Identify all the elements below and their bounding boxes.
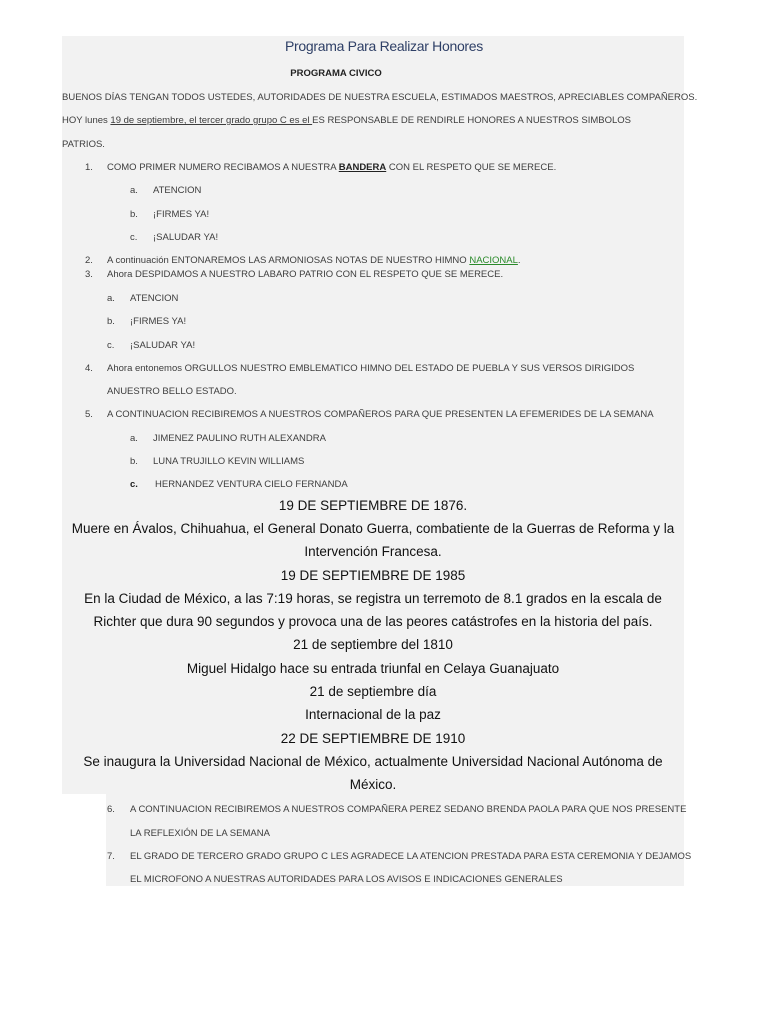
list-item: Ahora entonemos ORGULLOS NUESTRO EMBLEMATICO HIMNO DEL ESTADO DE PUEBLA Y SUS VERSOS DIRIGIDOS: [107, 363, 635, 374]
document-subtitle: PROGRAMA CIVICO: [290, 68, 382, 79]
efemeride-line: Se inaugura la Universidad Nacional de México, actualmente Universidad Nacional Autónoma de: [83, 754, 663, 769]
intro-text: ES RESPONSABLE DE RENDIRLE HONORES A NUESTROS SIMBOLOS: [312, 115, 632, 126]
efemeride-line: 21 de septiembre del 1810: [293, 637, 453, 652]
sub-item: JIMENEZ PAULINO RUTH ALEXANDRA: [153, 433, 326, 444]
efemeride-line: 21 de septiembre día: [309, 684, 437, 699]
efemeride-line: Miguel Hidalgo hace su entrada triunfal en Celaya Guanajuato: [186, 661, 560, 676]
sub-letter: b.: [107, 316, 115, 327]
sub-item: HERNANDEZ VENTURA CIELO FERNANDA: [155, 479, 348, 490]
list-item: [107, 255, 521, 266]
list-number: 3.: [85, 269, 93, 280]
sub-item: LUNA TRUJILLO KEVIN WILLIAMS: [153, 456, 305, 467]
list-number: 2.: [85, 255, 93, 266]
efemeride-line: 19 DE SEPTIEMBRE DE 1985: [280, 568, 466, 583]
list-number: 5.: [85, 409, 93, 420]
sub-letter: c.: [107, 340, 115, 351]
nacional-link[interactable]: NACIONAL: [469, 255, 518, 266]
efemeride-line: México.: [349, 777, 397, 792]
list-number: 7.: [107, 851, 115, 862]
list-number: 1.: [85, 162, 93, 173]
intro-line: [62, 115, 631, 126]
sub-item: ¡FIRMES YA!: [153, 209, 210, 220]
list-item-text: .: [517, 255, 521, 266]
efemeride-line: 19 DE SEPTIEMBRE DE 1876.: [278, 498, 468, 513]
efemeride-line: Intervención Francesa.: [304, 544, 442, 559]
list-item-text: CON EL RESPETO QUE SE MERECE.: [386, 162, 557, 173]
list-item: A CONTINUACION RECIBIREMOS A NUESTROS COMPAÑEROS PARA QUE PRESENTEN LA EFEMERIDES DE LA SEMANA: [107, 409, 654, 420]
bandera-word: BANDERA: [338, 162, 387, 173]
intro-text: HOY lunes: [62, 115, 111, 126]
efemeride-line: Muere en Ávalos, Chihuahua, el General Donato Guerra, combatiente de la Guerras de Reforma y la: [71, 521, 675, 536]
sub-letter: a.: [130, 433, 138, 444]
list-item: ANUESTRO BELLO ESTADO.: [107, 386, 237, 397]
sub-letter: a.: [130, 185, 138, 196]
efemeride-line: En la Ciudad de México, a las 7:19 horas, se registra un terremoto de 8.1 grados en la escala de: [84, 591, 662, 606]
sub-item: ¡SALUDAR YA!: [153, 232, 219, 243]
list-number: 4.: [85, 363, 93, 374]
list-number: 6.: [107, 804, 115, 815]
efemeride-line: Internacional de la paz: [305, 707, 441, 722]
list-item: LA REFLEXIÓN DE LA SEMANA: [130, 828, 270, 839]
sub-letter: c.: [130, 232, 138, 243]
sub-item: ATENCION: [153, 185, 202, 196]
sub-letter: b.: [130, 209, 138, 220]
list-item-text: COMO PRIMER NUMERO RECIBAMOS A NUESTRA: [107, 162, 339, 173]
intro-date: 19 de septiembre, el tercer grado grupo C es el: [110, 115, 313, 126]
sub-letter: c.: [130, 479, 138, 490]
list-item: A CONTINUACION RECIBIREMOS A NUESTROS COMPAÑERA PEREZ SEDANO BRENDA PAOLA PARA QUE NOS PRESENTE: [130, 804, 687, 815]
list-item: Ahora DESPIDAMOS A NUESTRO LABARO PATRIO CON EL RESPETO QUE SE MERECE.: [107, 269, 504, 280]
list-item: EL GRADO DE TERCERO GRADO GRUPO C LES AGRADECE LA ATENCION PRESTADA PARA ESTA CEREMONIA Y DEJAMOS: [130, 851, 692, 862]
sub-item: ATENCION: [130, 293, 179, 304]
list-item: EL MICROFONO A NUESTRAS AUTORIDADES PARA LOS AVISOS E INDICACIONES GENERALES: [130, 874, 563, 885]
list-item-text: A continuación ENTONAREMOS LAS ARMONIOSAS NOTAS DE NUESTRO HIMNO: [107, 255, 470, 266]
sub-letter: a.: [107, 293, 115, 304]
sub-item: ¡FIRMES YA!: [130, 316, 187, 327]
document-title: Programa Para Realizar Honores: [285, 38, 483, 54]
efemeride-line: Richter que dura 90 segundos y provoca una de las peores catástrofes en la historia del país.: [93, 614, 653, 629]
intro-line: BUENOS DÍAS TENGAN TODOS USTEDES, AUTORIDADES DE NUESTRA ESCUELA, ESTIMADOS MAESTROS, APRECIABLES COMPAÑEROS.: [62, 92, 698, 103]
list-item: [107, 162, 556, 173]
efemeride-line: 22 DE SEPTIEMBRE DE 1910: [280, 731, 466, 746]
intro-line: PATRIOS.: [62, 139, 105, 150]
sub-letter: b.: [130, 456, 138, 467]
sub-item: ¡SALUDAR YA!: [130, 340, 196, 351]
